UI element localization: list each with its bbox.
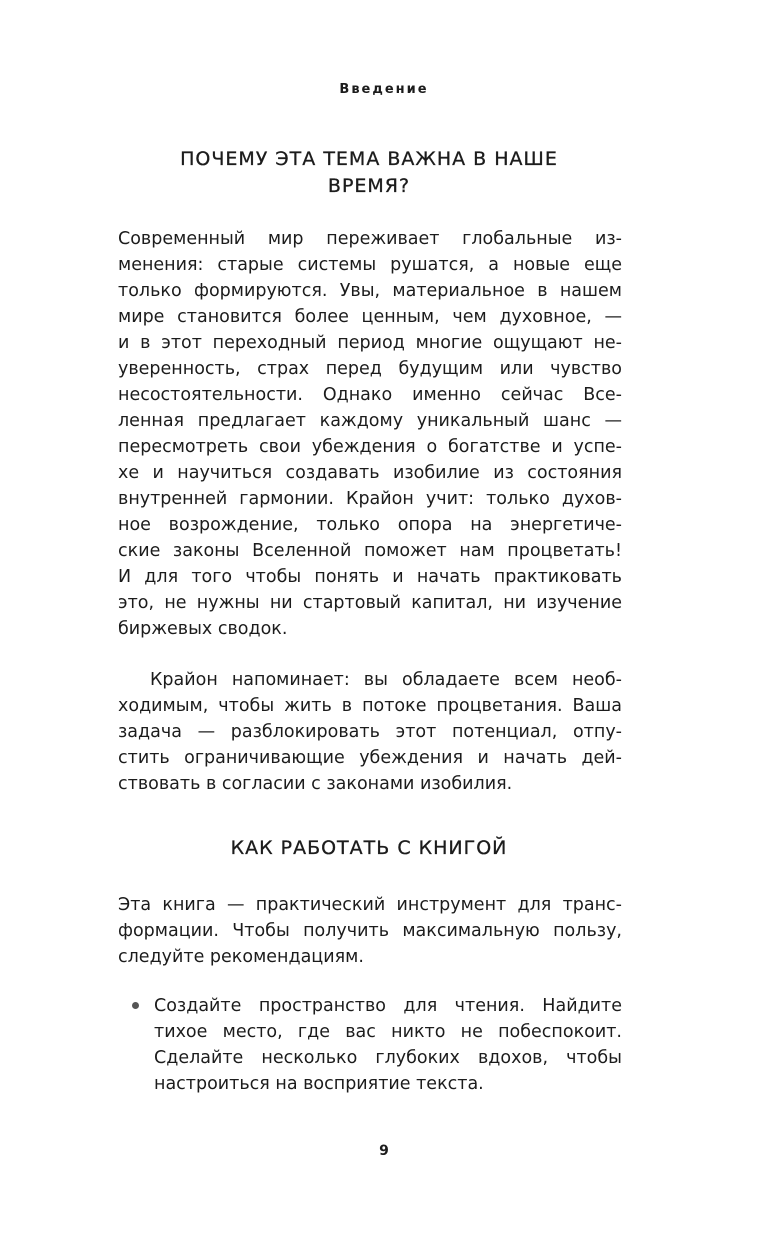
text-line: Сделайте несколько глубоких вдохов, чтобы <box>154 1048 622 1068</box>
text-line: пересмотреть свои убеждения о богатстве и успе- <box>118 437 622 457</box>
text-line: это, не нужны ни стартовый капитал, ни изучение <box>118 593 622 613</box>
text-line: И для того чтобы понять и начать практиковать <box>118 567 622 587</box>
text-line: Крайон напоминает: вы обладаете всем необ- <box>150 670 622 690</box>
paragraph-modern-world <box>118 226 622 642</box>
text-line: Создайте пространство для чтения. Найдите <box>154 996 622 1016</box>
text-line: настроиться на восприятие текста. <box>154 1074 484 1094</box>
text-line: Современный мир переживает глобальные из- <box>118 229 622 249</box>
text-line: стить ограничивающие убеждения и начать дей- <box>118 748 622 768</box>
text-line: и в этот переходный период многие ощущают не- <box>118 333 622 353</box>
text-line: ходимым, чтобы жить в потоке процветания. Ваша <box>118 696 622 716</box>
text-line: несостоятельности. Однако именно сейчас Все- <box>118 385 622 405</box>
text-line: Эта книга — практический инструмент для транс- <box>118 895 622 915</box>
section-heading-why-important <box>118 146 620 200</box>
bullet-icon <box>132 1002 139 1009</box>
text-line: задача — разблокировать этот потенциал, отпу- <box>118 722 622 742</box>
text-line: следуйте рекомендациям. <box>118 947 364 967</box>
text-line: ленная предлагает каждому уникальный шанс — <box>118 411 622 431</box>
text-line: уверенность, страх перед будущим или чувство <box>118 359 622 379</box>
section-heading-line: ПОЧЕМУ ЭТА ТЕМА ВАЖНА В НАШЕ <box>180 148 558 170</box>
running-head: Введение <box>339 82 429 97</box>
text-line: ские законы Вселенной поможет нам процветать! <box>118 541 622 561</box>
text-line: формации. Чтобы получить максимальную пользу, <box>118 921 622 941</box>
section-heading-how-to-work: КАК РАБОТАТЬ С КНИГОЙ <box>230 837 508 859</box>
text-line: биржевых сводок. <box>118 619 288 639</box>
paragraph-kryon-reminds <box>118 667 622 797</box>
text-line: мире становится более ценным, чем духовное, — <box>118 307 622 327</box>
recommendations-list <box>118 993 622 1097</box>
text-line: ное возрождение, только опора на энергетиче- <box>118 515 622 535</box>
text-line: менения: старые системы рушатся, а новые еще <box>118 255 622 275</box>
text-line: тихое место, где вас никто не побеспокоит. <box>154 1022 622 1042</box>
text-line: внутренней гармонии. Крайон учит: только духов- <box>118 489 622 509</box>
section-heading-line: ВРЕМЯ? <box>327 175 411 197</box>
text-line: только формируются. Увы, материальное в нашем <box>118 281 622 301</box>
text-line: хе и научиться создавать изобилие из состояния <box>118 463 622 483</box>
paragraph-book-intro <box>118 892 622 970</box>
page-number: 9 <box>379 1143 389 1159</box>
text-line: ствовать в согласии с законами изобилия. <box>118 774 513 794</box>
list-item <box>118 993 622 1097</box>
